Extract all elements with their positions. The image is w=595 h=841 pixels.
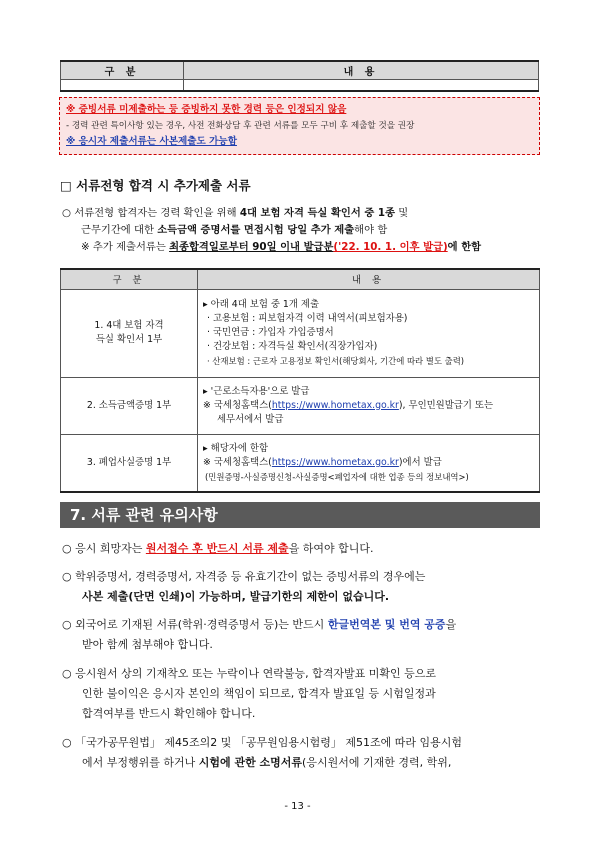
intro-line-1: ○ 서류전형 합격자는 경력 확인을 위해 4대 보험 자격 득실 확인서 중 1종 및 — [62, 207, 409, 219]
intro-line-2: 근무기간에 대한 소득금액 증명서를 면접시험 당일 추가 제출해야 함 — [81, 224, 388, 236]
row-label: 3. 폐업사실증명 1부 — [61, 434, 198, 492]
bullet-2-line-2: 사본 제출(단면 인쇄)이 가능하며, 발급기한의 제한이 없습니다. — [82, 590, 390, 603]
bullet-4-line-2: 인한 불이익은 응시자 본인의 책임이 되므로, 합격자 발표일 등 시험일정과 — [82, 687, 436, 700]
notice-line-3: ※ 응시자 제출서류는 사본제출도 가능함 — [66, 136, 237, 147]
hometax-link[interactable]: https://www.hometax.go.kr — [271, 399, 399, 411]
empty-cell — [61, 79, 184, 91]
bullet-4-line-3: 합격여부를 반드시 확인해야 합니다. — [82, 707, 256, 720]
section-title: 서류전형 합격 시 추가제출 서류 — [76, 178, 251, 193]
hometax-link[interactable]: https://www.hometax.go.kr — [271, 456, 399, 468]
row-content: ▸ '근로소득자용'으로 발급 ※ 국세청홈택스(https://www.hometax.go.kr), 무인민원발급기 또는 세무서에서 발급 — [198, 377, 540, 434]
checkbox-square-icon: □ — [60, 178, 72, 193]
row-label: 1. 4대 보험 자격 득실 확인서 1부 — [61, 289, 198, 377]
section-heading-additional-docs — [60, 176, 251, 194]
bullet-5-line-1: ○ 「국가공무원법」 제45조의2 및 「공무원임용시험령」 제51조에 따라 임용시험 — [62, 736, 462, 749]
bullet-1: ○ 응시 희망자는 원서접수 후 반드시 서류 제출을 하여야 합니다. — [62, 542, 374, 555]
section-heading-document-notes: 7. 서류 관련 유의사항 — [60, 502, 540, 528]
bullet-5-line-2: 에서 부정행위를 하거나 시험에 관한 소명서류(응시원서에 기재한 경력, 학위, — [82, 756, 452, 769]
table-row — [61, 377, 540, 434]
row-label: 2. 소득금액증명 1부 — [61, 377, 198, 434]
documents-table — [60, 268, 540, 493]
docs-header-content: 내 용 — [198, 269, 540, 289]
page-number: - 13 - — [284, 801, 311, 812]
header-table — [60, 60, 539, 92]
bullet-3-line-2: 받아 함께 첨부해야 합니다. — [82, 638, 213, 651]
bullet-4-line-1: ○ 응시원서 상의 기재착오 또는 누락이나 연락불능, 합격자발표 미확인 등으로 — [62, 667, 436, 680]
docs-header-category: 구 분 — [61, 269, 198, 289]
row-content: ▸ 아래 4대 보험 중 1개 제출 · 고용보험 : 피보험자격 이력 내역서(피보험자용) · 국민연금 : 가입자 가입증명서 · 건강보험 : 자격득실 확인서(직장가입자) · 산재보험 : 근로자 고용정보 확인서(해당회사, 기간에 따라 별도 출력) — [198, 289, 540, 377]
notice-line-2: - 경력 관련 특이사항 있는 경우, 사전 전화상담 후 관련 서류를 모두 구비 후 제출할 것을 권장 — [66, 121, 415, 131]
header-col-category: 구 분 — [61, 61, 184, 79]
table-row — [61, 434, 540, 492]
row-content: ▸ 해당자에 한함 ※ 국세청홈택스(https://www.hometax.go.kr)에서 발급 (민원증명-사실증명신청-사실증명<폐업자에 대한 업종 등의 정보내역>) — [198, 434, 540, 492]
table-row — [61, 289, 540, 377]
intro-line-3: ※ 추가 제출서류는 최종합격일로부터 90일 이내 발급분('22. 10. 1. 이후 발급)에 한함 — [81, 241, 482, 253]
bullet-3-line-1: ○ 외국어로 기재된 서류(학위·경력증명서 등)는 반드시 한글번역본 및 번역 공증을 — [62, 618, 457, 631]
notice-line-1: ※ 증빙서류 미제출하는 등 증빙하지 못한 경력 등은 인정되지 않음 — [66, 104, 347, 115]
notice-box — [59, 97, 540, 155]
bullet-2-line-1: ○ 학위증명서, 경력증명서, 자격증 등 유효기간이 없는 증빙서류의 경우에는 — [62, 570, 426, 583]
empty-cell — [184, 79, 539, 91]
header-col-content: 내 용 — [184, 61, 539, 79]
